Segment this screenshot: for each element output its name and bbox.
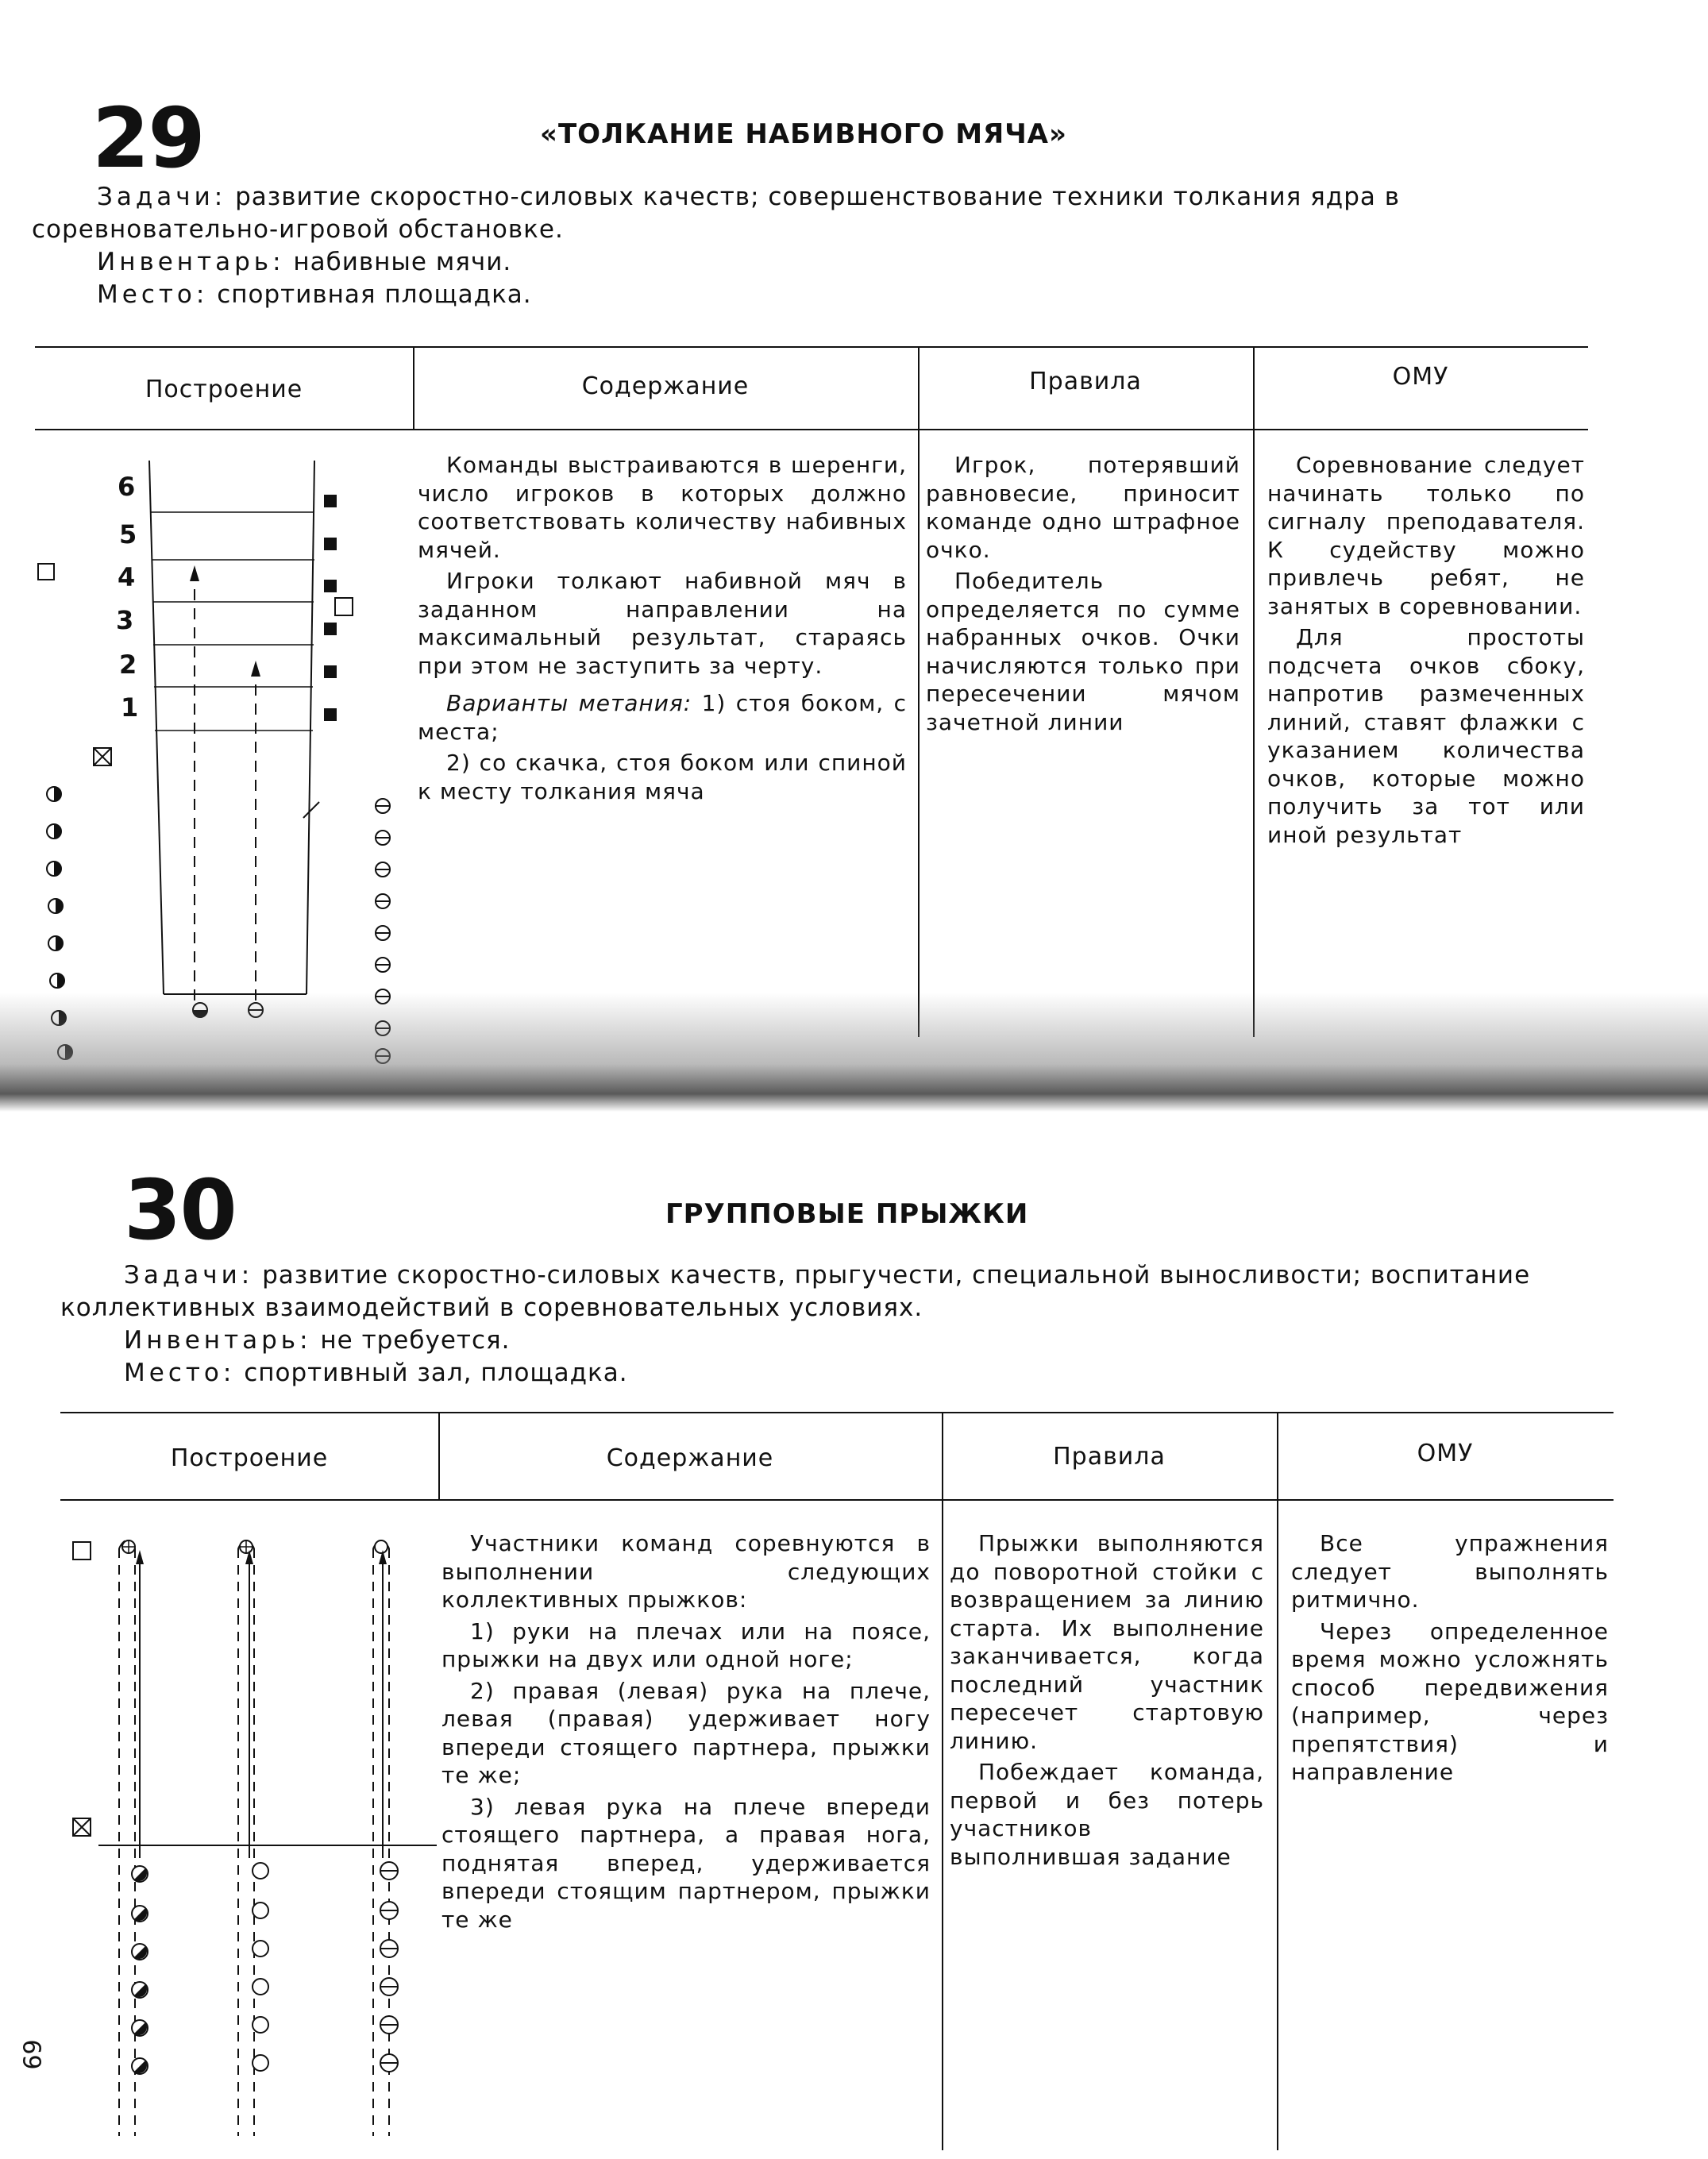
variants-text: 1) стоя боком, с места; xyxy=(418,690,907,745)
content-paragraph: 2) со скачка, стоя боком или спиной к месту толкания мяча xyxy=(418,750,907,804)
variants-label: Варианты метания: xyxy=(446,690,692,716)
score-mark: 2 xyxy=(119,650,137,680)
table-header-rule xyxy=(35,429,1588,430)
shot-put-field-diagram xyxy=(24,445,437,1072)
tasks-label: Задачи: xyxy=(124,1261,254,1290)
score-mark: 5 xyxy=(119,519,137,549)
tasks-text: развитие скоростно-силовых качеств; совершенствование техники толкания ядра в соревновательно-игровой обстановке. xyxy=(32,183,1401,244)
exercise-number: 29 xyxy=(92,90,204,187)
content-paragraph: Игроки толкают набивной мяч в заданном направлении на максимальный результат, стараясь при этом не заступить за черту. xyxy=(418,568,907,679)
inventory-label: Инвентарь: xyxy=(97,248,285,276)
content-paragraph: Участники команд соревнуются в выполнении следующих коллективных прыжков: xyxy=(441,1530,931,1613)
place-text: спортивный зал, площадка. xyxy=(235,1359,628,1387)
exercise-title: «ТОЛКАНИЕ НАБИВНОГО МЯЧА» xyxy=(540,118,1067,150)
score-mark: 6 xyxy=(118,472,136,502)
exercise-intro xyxy=(60,1259,1617,1390)
rules-paragraph: Победитель определяется по сумме набранных очков. Очки начисляются только при пересечении мячом зачетной линии xyxy=(926,568,1240,735)
content-paragraph: 3) левая рука на плече впереди стоящего партнера, а правая нога, поднятая вперед, удерживается впереди стоящим партнером, прыжки те же xyxy=(441,1793,931,1933)
rules-column xyxy=(950,1529,1264,1874)
score-mark: 1 xyxy=(121,692,139,723)
tasks-text: развитие скоростно-силовых качеств, прыгучести, специальной выносливости; воспитание коллективных взаимодействий в соревновательных условиях. xyxy=(60,1261,1531,1322)
exercise-title: ГРУППОВЫЕ ПРЫЖКИ xyxy=(665,1198,1029,1230)
omu-paragraph: Все упражнения следует выполнять ритмично. xyxy=(1291,1530,1609,1613)
content-paragraph: 2) правая (левая) рука на плече, левая (правая) удерживает ногу впереди стоящего партнера, прыжки те же; xyxy=(441,1677,931,1788)
rules-column xyxy=(926,451,1240,739)
rules-paragraph: Побеждает команда, первой и без потерь участников выполнившая задание xyxy=(950,1759,1264,1870)
place-text: спортивная площадка. xyxy=(208,280,532,309)
omu-paragraph: Соревнование следует начинать только по сигналу преподавателя. К судейству можно привлечь ребят, не занятых в соревновании. xyxy=(1267,452,1585,619)
omu-paragraph: Через определенное время можно усложнять способ передвижения (например, через препятствия) и направление xyxy=(1291,1617,1609,1785)
column-header-content: Содержание xyxy=(581,372,750,400)
tasks-label: Задачи: xyxy=(97,183,227,211)
score-mark: 4 xyxy=(118,562,136,592)
content-paragraph: Команды выстраиваются в шеренги, число игроков в которых должно соответствовать количеству набивных мячей. xyxy=(418,452,907,563)
rules-paragraph: Прыжки выполняются до поворотной стойки с возвращением за линию старта. Их выполнение заканчивается, когда последний участник пересечет стартовую линию. xyxy=(950,1530,1264,1754)
column-header-rules: Правила xyxy=(1053,1443,1166,1471)
omu-paragraph: Для простоты подсчета очков сбоку, напротив размеченных линий, ставят флажки с указанием количества очков, которые можно получить за тот или иной результат xyxy=(1267,624,1585,848)
inventory-label: Инвентарь: xyxy=(124,1326,312,1355)
table-top-rule xyxy=(60,1412,1614,1413)
place-label: Место: xyxy=(124,1359,236,1387)
column-divider xyxy=(918,346,920,1037)
inventory-text: набивные мячи. xyxy=(284,248,512,276)
column-header-content: Содержание xyxy=(606,1444,774,1472)
content-variants xyxy=(418,689,907,746)
exercise-intro xyxy=(32,181,1588,311)
page-fold-shadow xyxy=(0,993,1708,1112)
page-number: 69 xyxy=(17,2039,45,2070)
omu-column xyxy=(1267,451,1585,852)
content-paragraph: 1) руки на плечах или на поясе, прыжки на двух или одной ноге; xyxy=(441,1617,931,1672)
omu-column xyxy=(1291,1529,1609,1790)
column-header-construction: Построение xyxy=(145,376,303,403)
column-header-omu: ОМУ xyxy=(1417,1440,1474,1467)
column-divider xyxy=(1277,1412,1278,2150)
score-mark: 3 xyxy=(116,605,134,635)
column-header-rules: Правила xyxy=(1029,368,1142,395)
column-header-omu: ОМУ xyxy=(1392,363,1449,391)
group-jumps-diagram xyxy=(64,1525,445,2144)
table-header-rule xyxy=(60,1499,1614,1501)
exercise-number: 30 xyxy=(124,1162,236,1259)
table-top-rule xyxy=(35,346,1588,348)
inventory-text: не требуется. xyxy=(311,1326,511,1355)
content-column xyxy=(441,1529,931,1937)
column-divider xyxy=(942,1412,943,2150)
rules-paragraph: Игрок, потерявший равновесие, приносит команде одно штрафное очко. xyxy=(926,452,1240,563)
content-column xyxy=(418,451,907,808)
column-header-construction: Построение xyxy=(170,1444,329,1472)
place-label: Место: xyxy=(97,280,209,309)
column-divider xyxy=(1253,346,1255,1037)
